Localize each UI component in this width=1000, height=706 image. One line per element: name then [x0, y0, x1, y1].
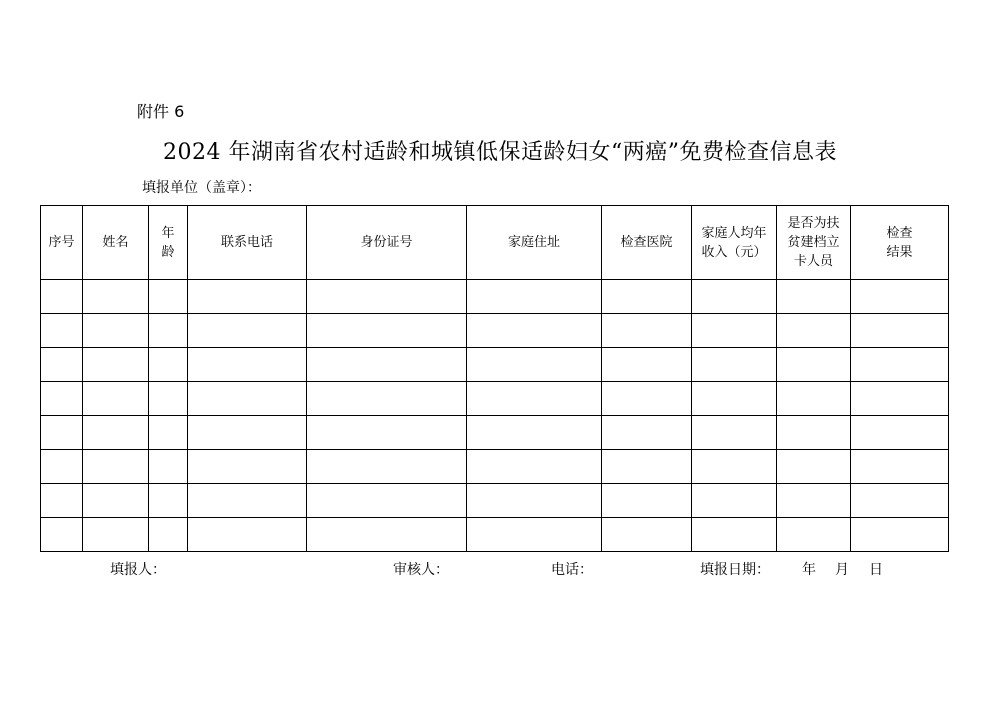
table-cell-poverty-card[interactable]	[777, 518, 851, 552]
table-cell-id-number[interactable]	[307, 518, 467, 552]
column-header-line: 是否为扶	[787, 216, 840, 231]
table-cell-age[interactable]	[149, 314, 188, 348]
table-row	[41, 348, 949, 382]
table-cell-result[interactable]	[851, 382, 949, 416]
column-header-line: 家庭住址	[507, 235, 560, 250]
year-label: 年	[802, 562, 816, 578]
table-cell-income[interactable]	[692, 314, 777, 348]
column-header-income	[692, 206, 777, 280]
table-cell-hospital[interactable]	[602, 314, 692, 348]
table-cell-poverty-card[interactable]	[777, 484, 851, 518]
table-cell-hospital[interactable]	[602, 416, 692, 450]
attachment-label: 附件 6	[137, 102, 185, 121]
table-cell-id-number[interactable]	[307, 382, 467, 416]
table-cell-phone[interactable]	[188, 450, 307, 484]
column-header-line: 贫建档立	[787, 235, 840, 250]
table-cell-age[interactable]	[149, 280, 188, 314]
table-cell-income[interactable]	[692, 280, 777, 314]
table-cell-address[interactable]	[467, 518, 602, 552]
table-cell-age[interactable]	[149, 450, 188, 484]
table-row	[41, 484, 949, 518]
table-cell-id-number[interactable]	[307, 484, 467, 518]
date-label: 填报日期：	[700, 562, 770, 578]
column-header-line: 检查	[886, 225, 913, 241]
table-row	[41, 382, 949, 416]
table-cell-phone[interactable]	[188, 314, 307, 348]
table-cell-id-number[interactable]	[307, 314, 467, 348]
table-cell-phone[interactable]	[188, 348, 307, 382]
table-cell-id-number[interactable]	[307, 348, 467, 382]
table-cell-hospital[interactable]	[602, 280, 692, 314]
table-cell-poverty-card[interactable]	[777, 348, 851, 382]
table-row	[41, 416, 949, 450]
table-cell-address[interactable]	[467, 280, 602, 314]
column-header-seq	[41, 206, 83, 280]
fill-unit-label: 填报单位（盖章）：	[142, 180, 261, 196]
table-cell-result[interactable]	[851, 450, 949, 484]
table-cell-hospital[interactable]	[602, 382, 692, 416]
table-cell-income[interactable]	[692, 484, 777, 518]
table-cell-hospital[interactable]	[602, 484, 692, 518]
month-label: 月	[835, 562, 849, 578]
column-header-line: 姓名	[102, 235, 129, 250]
table-header-row	[41, 206, 949, 280]
day-label: 日	[869, 562, 883, 578]
table-cell-seq[interactable]	[41, 314, 83, 348]
table-cell-phone[interactable]	[188, 416, 307, 450]
table-cell-result[interactable]	[851, 314, 949, 348]
table-cell-age[interactable]	[149, 348, 188, 382]
table-cell-income[interactable]	[692, 416, 777, 450]
table-cell-income[interactable]	[692, 382, 777, 416]
column-header-line: 序号	[48, 235, 75, 250]
column-header-id-number	[307, 206, 467, 280]
table-row	[41, 518, 949, 552]
table-cell-seq[interactable]	[41, 382, 83, 416]
filler-label: 填报人：	[110, 562, 166, 578]
table-cell-result[interactable]	[851, 518, 949, 552]
reviewer-label: 审核人：	[393, 562, 449, 578]
table-cell-name[interactable]	[83, 382, 149, 416]
column-header-hospital	[602, 206, 692, 280]
table-cell-poverty-card[interactable]	[777, 314, 851, 348]
table-cell-name[interactable]	[83, 416, 149, 450]
table-cell-phone[interactable]	[188, 382, 307, 416]
table-cell-address[interactable]	[467, 484, 602, 518]
table-cell-seq[interactable]	[41, 416, 83, 450]
phone-label: 电话：	[551, 562, 593, 578]
table-cell-poverty-card[interactable]	[777, 382, 851, 416]
table-cell-address[interactable]	[467, 348, 602, 382]
table-cell-hospital[interactable]	[602, 518, 692, 552]
table-row	[41, 280, 949, 314]
column-header-line: 龄	[161, 244, 175, 260]
table-cell-phone[interactable]	[188, 518, 307, 552]
table-cell-name[interactable]	[83, 484, 149, 518]
column-header-poverty-card	[777, 206, 851, 280]
table-cell-age[interactable]	[149, 416, 188, 450]
column-header-line: 家庭人均年	[701, 225, 767, 241]
column-header-phone	[188, 206, 307, 280]
table-row	[41, 314, 949, 348]
table-cell-poverty-card[interactable]	[777, 280, 851, 314]
column-header-age	[149, 206, 188, 280]
table-cell-result[interactable]	[851, 416, 949, 450]
table-cell-seq[interactable]	[41, 484, 83, 518]
column-header-line: 年	[161, 225, 175, 241]
table-cell-result[interactable]	[851, 348, 949, 382]
column-header-line: 卡人员	[793, 254, 833, 269]
table-cell-poverty-card[interactable]	[777, 416, 851, 450]
column-header-line: 检查医院	[620, 235, 673, 250]
column-header-result	[851, 206, 949, 280]
info-table	[40, 205, 949, 552]
table-cell-name[interactable]	[83, 348, 149, 382]
table-cell-id-number[interactable]	[307, 416, 467, 450]
table-row	[41, 450, 949, 484]
table-cell-address[interactable]	[467, 314, 602, 348]
column-header-address	[467, 206, 602, 280]
table-cell-age[interactable]	[149, 518, 188, 552]
table-cell-name[interactable]	[83, 280, 149, 314]
table-cell-address[interactable]	[467, 450, 602, 484]
table-cell-seq[interactable]	[41, 280, 83, 314]
table-cell-address[interactable]	[467, 416, 602, 450]
column-header-line: 收入（元）	[701, 244, 767, 260]
column-header-line: 联系电话	[220, 235, 273, 250]
table-cell-hospital[interactable]	[602, 450, 692, 484]
table-cell-income[interactable]	[692, 348, 777, 382]
table-cell-age[interactable]	[149, 382, 188, 416]
table-cell-result[interactable]	[851, 484, 949, 518]
column-header-line: 结果	[886, 244, 913, 260]
form-title: 2024 年湖南省农村适龄和城镇低保适龄妇女“两癌”免费检查信息表	[163, 140, 837, 165]
column-header-line: 身份证号	[360, 235, 413, 250]
table-cell-name[interactable]	[83, 450, 149, 484]
table-cell-result[interactable]	[851, 280, 949, 314]
table-cell-seq[interactable]	[41, 450, 83, 484]
table-cell-phone[interactable]	[188, 484, 307, 518]
table-cell-address[interactable]	[467, 382, 602, 416]
table-cell-name[interactable]	[83, 314, 149, 348]
table-cell-seq[interactable]	[41, 348, 83, 382]
table-cell-hospital[interactable]	[602, 348, 692, 382]
table-cell-seq[interactable]	[41, 518, 83, 552]
table-cell-name[interactable]	[83, 518, 149, 552]
table-cell-id-number[interactable]	[307, 450, 467, 484]
table-cell-income[interactable]	[692, 518, 777, 552]
table-cell-id-number[interactable]	[307, 280, 467, 314]
table-cell-income[interactable]	[692, 450, 777, 484]
column-header-name	[83, 206, 149, 280]
table-body	[41, 280, 949, 552]
table-cell-poverty-card[interactable]	[777, 450, 851, 484]
table-cell-phone[interactable]	[188, 280, 307, 314]
table-cell-age[interactable]	[149, 484, 188, 518]
